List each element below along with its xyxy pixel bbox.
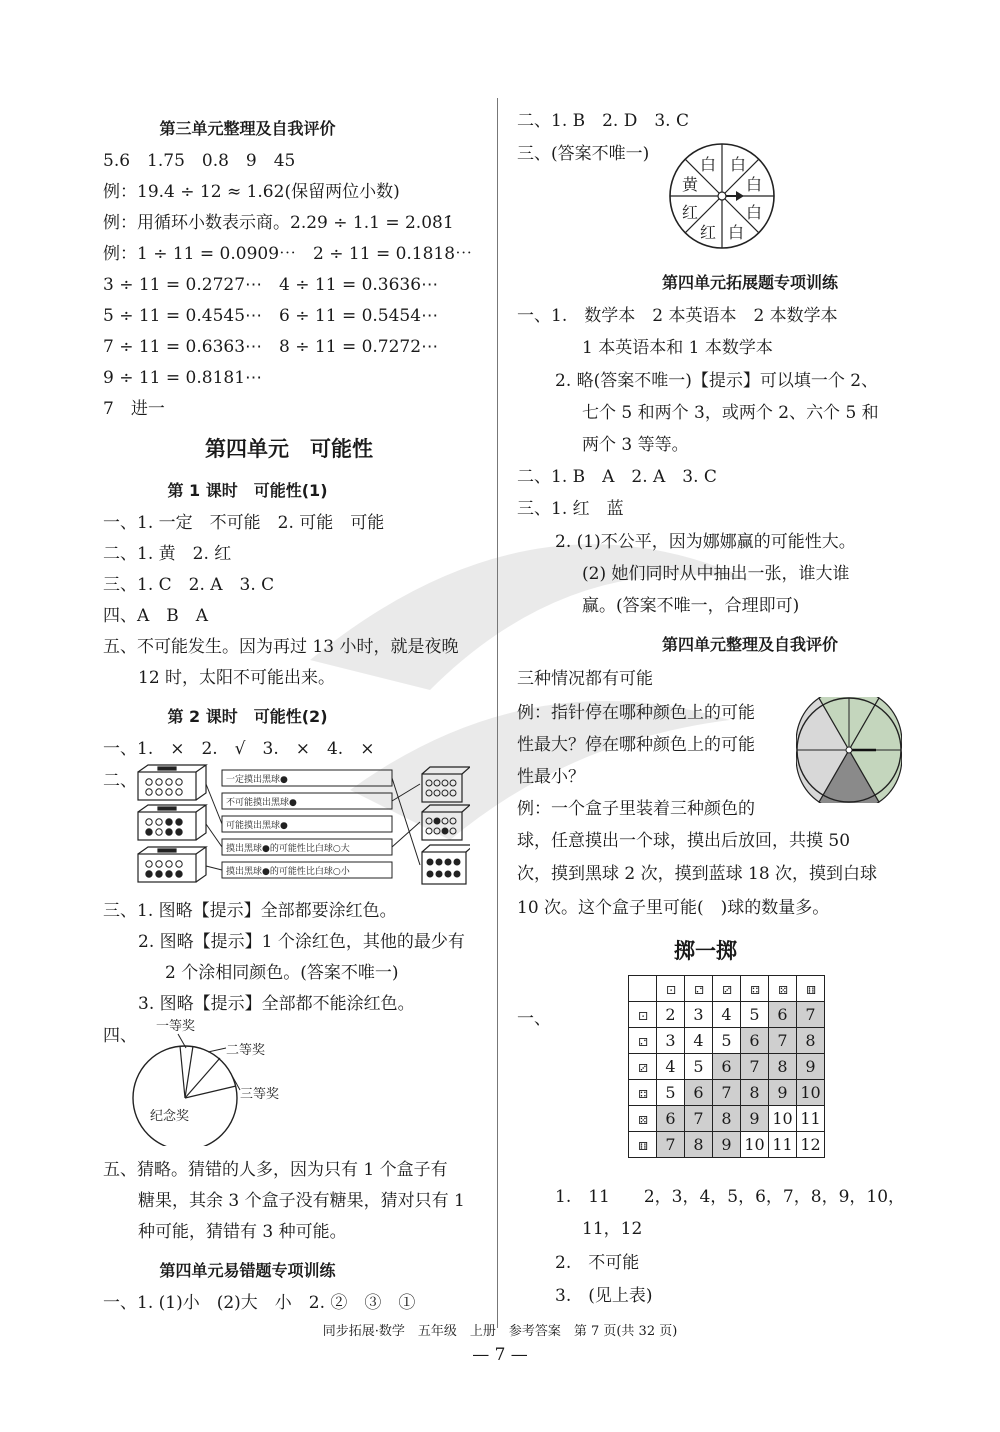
table-cell: 7 xyxy=(769,1028,797,1054)
table-cell: 5 xyxy=(657,1080,685,1106)
table-cell: 2 xyxy=(657,1002,685,1028)
spinner-label: 白 xyxy=(745,203,763,222)
text-line: 五、不可能发生。因为再过 13 小时，就是夜晚 xyxy=(103,637,459,657)
table-cell: 9 xyxy=(741,1106,769,1132)
dice-row-header: ⚅ xyxy=(629,1132,657,1158)
dice-row-header: ⚁ xyxy=(629,1028,657,1054)
match-label: 摸出黑球●的可能性比白球○小 xyxy=(226,867,350,877)
matching-diagram xyxy=(130,762,470,890)
pie-label-second: 二等奖 xyxy=(226,1043,266,1058)
unit4-title: 第四单元 可能性 xyxy=(205,437,373,461)
table-cell: 9 xyxy=(797,1054,825,1080)
table-cell: 6 xyxy=(741,1028,769,1054)
table-cell: 4 xyxy=(713,1002,741,1028)
dice-row-header: ⚂ xyxy=(629,1054,657,1080)
match-label: 不可能摸出黑球● xyxy=(226,798,297,808)
text-line: 10 次。这个盒子里可能( )球的数量多。 xyxy=(517,898,830,918)
text-line: 1. 11 2，3，4，5，6，7，8，9，10， xyxy=(555,1187,906,1207)
text-line: 2. (1)不公平，因为娜娜赢的可能性大。 xyxy=(555,532,856,552)
color-spinner xyxy=(796,697,902,803)
text-line: 3 ÷ 11 = 0.2727⋯ 4 ÷ 11 = 0.3636⋯ xyxy=(103,275,439,295)
table-cell: 11 xyxy=(769,1132,797,1158)
text-line: 三、1. 图略【提示】全部都要涂红色。 xyxy=(103,901,397,921)
text-line: 赢。(答案不唯一，合理即可) xyxy=(582,596,800,616)
dice-row-header: ⚃ xyxy=(629,1080,657,1106)
table-cell: 9 xyxy=(769,1080,797,1106)
dice-section-title: 掷一掷 xyxy=(674,939,737,963)
text-line: 性最小？ xyxy=(517,767,585,787)
unit3-review-title: 第三单元整理及自我评价 xyxy=(159,119,336,138)
table-cell: 5 xyxy=(685,1054,713,1080)
spinner-label: 白 xyxy=(699,155,717,174)
dice-row-header: ⚄ xyxy=(629,1106,657,1132)
table-cell: 7 xyxy=(713,1080,741,1106)
table-cell: 7 xyxy=(797,1002,825,1028)
text-line: 一、1. 数学本 2 本英语本 2 本数学本 xyxy=(517,306,838,326)
table-cell: 8 xyxy=(713,1106,741,1132)
text-line: 糖果，其余 3 个盒子没有糖果，猜对只有 1 xyxy=(138,1191,465,1211)
text-line: 例：19.4 ÷ 12 ≈ 1.62(保留两位小数) xyxy=(103,182,400,202)
text-line: 7 ÷ 11 = 0.6363⋯ 8 ÷ 11 = 0.7272⋯ xyxy=(103,337,439,357)
text-line: 3. (见上表) xyxy=(555,1286,653,1306)
dice-header: ⚃ xyxy=(741,976,769,1002)
dice-header: ⚁ xyxy=(685,976,713,1002)
text-line: (2) 她们同时从中抽出一张，谁大谁 xyxy=(582,564,850,584)
text-line: 2. 图略【提示】1 个涂红色，其他的最少有 xyxy=(138,932,465,952)
text-line: 三种情况都有可能 xyxy=(517,669,653,689)
text-line: 三、1. 红 蓝 xyxy=(517,499,624,519)
text-line: 一、1. × 2. √ 3. × 4. × xyxy=(103,739,375,759)
dice-sum-table xyxy=(628,975,825,1158)
lesson2-title: 第 2 课时 可能性(2) xyxy=(167,707,328,726)
text-line: 7 进一 xyxy=(103,399,165,419)
text-line: 例：用循环小数表示商。2.29 ÷ 1.1 = 2.08̇1̇ xyxy=(103,213,454,233)
question-label: 一、 xyxy=(517,1009,551,1029)
page-footer: 同步拓展·数学 五年级 上册 参考答案 第 7 页(共 32 页) xyxy=(322,1324,678,1339)
table-cell: 7 xyxy=(657,1132,685,1158)
table-cell: 4 xyxy=(657,1054,685,1080)
match-label: 一定摸出黑球● xyxy=(226,775,288,785)
table-corner xyxy=(629,976,657,1002)
table-cell: 9 xyxy=(713,1132,741,1158)
text-line: 三、1. C 2. A 3. C xyxy=(103,575,275,595)
table-cell: 6 xyxy=(713,1054,741,1080)
extension-training-title: 第四单元拓展题专项训练 xyxy=(661,273,838,292)
table-cell: 8 xyxy=(797,1028,825,1054)
text-line: 五、猜略。猜错的人多，因为只有 1 个盒子有 xyxy=(103,1160,448,1180)
table-cell: 12 xyxy=(797,1132,825,1158)
table-cell: 10 xyxy=(741,1132,769,1158)
error-training-title: 第四单元易错题专项训练 xyxy=(159,1261,336,1280)
table-cell: 7 xyxy=(685,1106,713,1132)
text-line: 2 个涂相同颜色。(答案不唯一) xyxy=(165,963,399,983)
pie-label-third: 三等奖 xyxy=(240,1087,280,1102)
match-label: 可能摸出黑球● xyxy=(226,821,288,831)
table-cell: 8 xyxy=(741,1080,769,1106)
table-cell: 10 xyxy=(769,1106,797,1132)
table-cell: 6 xyxy=(685,1080,713,1106)
question-label: 四、 xyxy=(103,1026,137,1046)
text-line: 3. 图略【提示】全部都不能涂红色。 xyxy=(138,994,415,1014)
text-line: 一、1. 一定 不可能 2. 可能 可能 xyxy=(103,513,385,533)
spinner-wheel xyxy=(666,140,778,252)
text-line: 9 ÷ 11 = 0.8181⋯ xyxy=(103,368,263,388)
text-line: 种可能，猜错有 3 种可能。 xyxy=(138,1222,347,1242)
dice-header: ⚀ xyxy=(657,976,685,1002)
pie-label-souvenir: 纪念奖 xyxy=(150,1109,190,1124)
text-line: 两个 3 等等。 xyxy=(582,435,689,455)
table-cell: 11 xyxy=(797,1106,825,1132)
table-cell: 6 xyxy=(657,1106,685,1132)
spinner-label: 白 xyxy=(745,175,763,194)
dice-row-header: ⚀ xyxy=(629,1002,657,1028)
text-line: 2. 不可能 xyxy=(555,1253,640,1273)
table-cell: 5 xyxy=(713,1028,741,1054)
table-cell: 8 xyxy=(685,1132,713,1158)
text-line: 2. 略(答案不唯一)【提示】可以填一个 2、 xyxy=(555,371,879,391)
table-cell: 5 xyxy=(741,1002,769,1028)
text-line: 例：1 ÷ 11 = 0.0909⋯ 2 ÷ 11 = 0.1818⋯ xyxy=(103,244,473,264)
table-cell: 3 xyxy=(685,1002,713,1028)
table-cell: 6 xyxy=(769,1002,797,1028)
text-line: 二、1. B A 2. A 3. C xyxy=(517,467,717,487)
text-line: 七个 5 和两个 3，或两个 2、六个 5 和 xyxy=(582,403,879,423)
text-line: 球，任意摸出一个球，摸出后放回，共摸 50 xyxy=(517,831,851,851)
question-label: 二、 xyxy=(103,771,137,791)
table-cell: 3 xyxy=(657,1028,685,1054)
table-cell: 7 xyxy=(741,1054,769,1080)
lesson1-title: 第 1 课时 可能性(1) xyxy=(167,481,328,500)
text-line: 12 时，太阳不可能出来。 xyxy=(138,668,336,688)
pie-label-first: 一等奖 xyxy=(156,1019,196,1034)
text-line: 11，12 xyxy=(582,1219,643,1239)
text-line: 三、(答案不唯一) xyxy=(517,144,650,164)
column-divider xyxy=(497,98,498,1328)
dice-header: ⚂ xyxy=(713,976,741,1002)
text-line: 性最大？停在哪种颜色上的可能 xyxy=(517,735,755,755)
text-line: 1 本英语本和 1 本数学本 xyxy=(582,338,773,358)
text-line: 二、1. 黄 2. 红 xyxy=(103,544,232,564)
spinner-label: 白 xyxy=(729,155,747,174)
text-line: 二、1. B 2. D 3. C xyxy=(517,111,690,131)
unit4-review-title: 第四单元整理及自我评价 xyxy=(661,635,838,654)
text-line: 5.6 1.75 0.8 9 45 xyxy=(103,151,296,171)
text-line: 例：一个盒子里装着三种颜色的 xyxy=(517,799,755,819)
spinner-label: 红 xyxy=(681,203,699,222)
text-line: 一、1. (1)小 (2)大 小 2. ② ③ ① xyxy=(103,1293,416,1313)
dice-header: ⚅ xyxy=(797,976,825,1002)
page-number: — 7 — xyxy=(472,1345,528,1365)
dice-header: ⚄ xyxy=(769,976,797,1002)
prize-pie-chart xyxy=(130,1016,310,1146)
match-label: 摸出黑球●的可能性比白球○大 xyxy=(226,844,350,854)
text-line: 5 ÷ 11 = 0.4545⋯ 6 ÷ 11 = 0.5454⋯ xyxy=(103,306,439,326)
text-line: 例：指针停在哪种颜色上的可能 xyxy=(517,703,755,723)
text-line: 四、A B A xyxy=(103,606,209,626)
spinner-label: 白 xyxy=(727,223,745,242)
table-cell: 8 xyxy=(769,1054,797,1080)
table-cell: 4 xyxy=(685,1028,713,1054)
text-line: 次，摸到黑球 2 次，摸到蓝球 18 次，摸到白球 xyxy=(517,864,878,884)
spinner-label: 红 xyxy=(699,223,717,242)
spinner-label: 黄 xyxy=(681,175,699,194)
table-cell: 10 xyxy=(797,1080,825,1106)
